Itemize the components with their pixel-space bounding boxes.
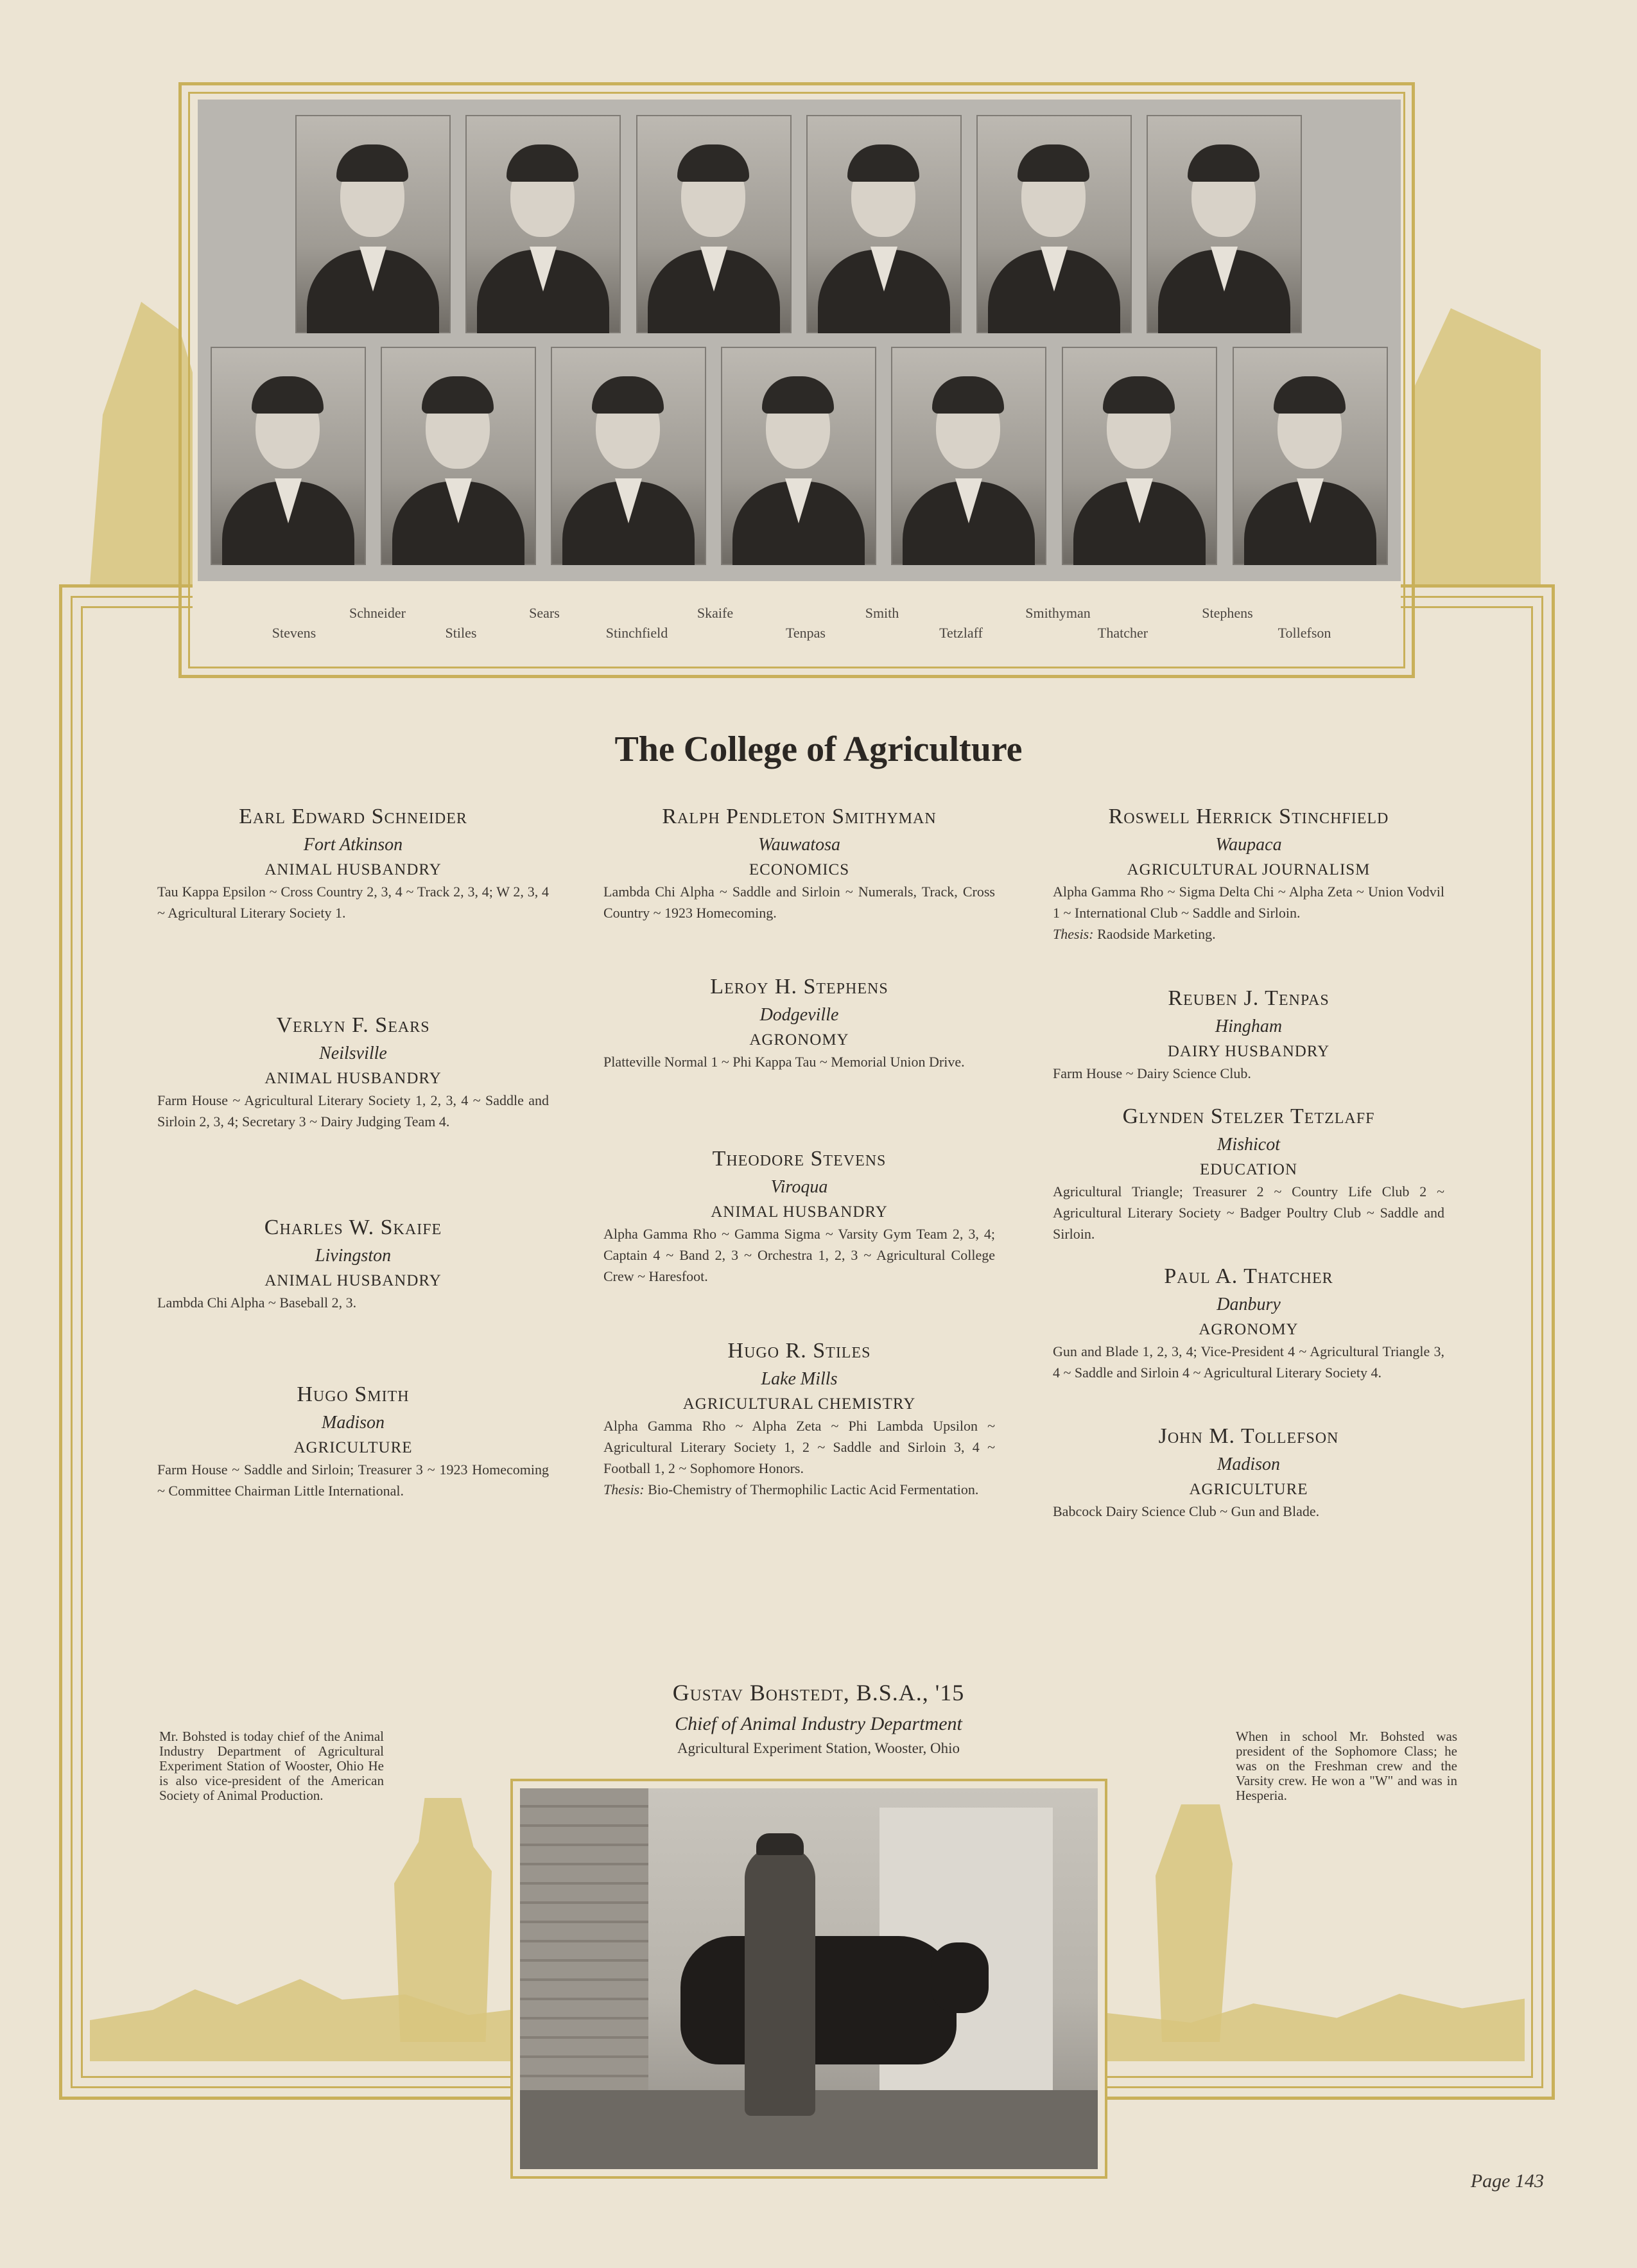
portrait-photo: [891, 347, 1046, 565]
student-activities: Alpha Gamma Rho ~ Sigma Delta Chi ~ Alpha Zeta ~ Union Vodvil 1 ~ International Club ~ Saddle and Sirloin.: [1053, 884, 1444, 921]
student-activities: Alpha Gamma Rho ~ Gamma Sigma ~ Varsity Gym Team 2, 3, 4; Captain 4 ~ Band 2, 3 ~ Orchestra 1, 2, 3 ~ Agricultural College Crew ~ Haresfoot.: [603, 1226, 995, 1284]
student-name: Reuben J. Tenpas: [1168, 986, 1330, 1010]
portrait-caption: Schneider: [349, 605, 406, 621]
portrait-caption: Smith: [865, 605, 899, 621]
student-entry: [157, 1381, 549, 1501]
student-activities: Farm House ~ Agricultural Literary Society 1, 2, 3, 4 ~ Saddle and Sirloin 2, 3, 4; Secretary 3 ~ Dairy Judging Team 4.: [157, 1092, 549, 1130]
student-entry: [1053, 803, 1444, 945]
student-entry: [157, 1214, 549, 1313]
student-hometown: Neilsville: [319, 1043, 387, 1063]
portrait-photo: [465, 115, 621, 333]
student-activities: Tau Kappa Epsilon ~ Cross Country 2, 3, 4 ~ Track 2, 3, 4; W 2, 3, 4 ~ Agricultural Literary Society 1.: [157, 884, 549, 921]
student-activities: Lambda Chi Alpha ~ Baseball 2, 3.: [157, 1295, 357, 1311]
student-hometown: Wauwatosa: [758, 835, 841, 855]
portrait-photo: [976, 115, 1132, 333]
portrait-caption: Stinchfield: [605, 625, 668, 641]
student-entry: [157, 1011, 549, 1132]
student-activities: Gun and Blade 1, 2, 3, 4; Vice-President 4 ~ Agricultural Triangle 3, 4 ~ Saddle and Sirloin 4 ~ Agricultural Literary Society 4.: [1053, 1343, 1444, 1381]
student-hometown: Waupaca: [1215, 835, 1282, 855]
student-entry: [157, 803, 549, 923]
student-hometown: Danbury: [1217, 1295, 1281, 1314]
student-hometown: Madison: [322, 1413, 385, 1433]
feature-right-note: When in school Mr. Bohsted was president of the Sophomore Class; he was on the Freshman crew and the Varsity crew. He won a "W" and was in Hesperia.: [1236, 1729, 1457, 1803]
student-activities: Platteville Normal 1 ~ Phi Kappa Tau ~ Memorial Union Drive.: [603, 1054, 965, 1070]
student-major: EDUCATION: [1199, 1161, 1298, 1178]
student-entry: [603, 803, 995, 923]
student-hometown: Mishicot: [1217, 1135, 1280, 1155]
portrait-photo: [211, 347, 366, 565]
portrait-caption: Stevens: [272, 625, 316, 641]
right-building-illustration: [1412, 308, 1541, 584]
student-hometown: Dodgeville: [759, 1005, 839, 1025]
student-entry: [1053, 1422, 1444, 1522]
student-activities: Lambda Chi Alpha ~ Saddle and Sirloin ~ Numerals, Track, Cross Country ~ 1923 Homecoming.: [603, 884, 995, 921]
portrait-caption: Sears: [529, 605, 560, 621]
student-name: Ralph Pendleton Smithyman: [662, 805, 937, 828]
student-name: Roswell Herrick Stinchfield: [1108, 805, 1389, 828]
portrait-caption: Skaife: [697, 605, 734, 621]
portrait-photo: [721, 347, 876, 565]
student-hometown: Hingham: [1215, 1016, 1283, 1036]
student-major: ANIMAL HUSBANDRY: [711, 1203, 888, 1221]
student-major: ANIMAL HUSBANDRY: [264, 1070, 442, 1087]
student-name: Hugo Smith: [297, 1383, 410, 1406]
student-activities: Babcock Dairy Science Club ~ Gun and Blade.: [1053, 1503, 1320, 1519]
student-name: Earl Edward Schneider: [239, 805, 467, 828]
portrait-caption: Tollefson: [1278, 625, 1331, 641]
student-major: AGRICULTURAL CHEMISTRY: [682, 1395, 916, 1413]
student-activities: Alpha Gamma Rho ~ Alpha Zeta ~ Phi Lambda Upsilon ~ Agricultural Literary Society 1, 2 ~ Saddle and Sirloin 3, 4 ~ Football 1, 2 ~ Sophomore Honors.: [603, 1418, 995, 1476]
student-major: ANIMAL HUSBANDRY: [264, 1272, 442, 1289]
student-activities: Farm House ~ Saddle and Sirloin; Treasurer 3 ~ 1923 Homecoming ~ Committee Chairman Little International.: [157, 1461, 549, 1499]
portrait-caption: Stiles: [445, 625, 477, 641]
student-entry: [1053, 984, 1444, 1084]
portrait-photo: [551, 347, 706, 565]
student-major: AGRONOMY: [749, 1031, 849, 1049]
portrait-caption: Tenpas: [786, 625, 826, 641]
student-major: AGRICULTURE: [293, 1439, 413, 1456]
thesis-title: Raodside Marketing.: [1097, 926, 1216, 942]
student-name: Hugo R. Stiles: [727, 1339, 871, 1363]
student-major: ANIMAL HUSBANDRY: [264, 861, 442, 878]
portrait-caption: Tetzlaff: [939, 625, 983, 641]
student-name: John M. Tollefson: [1158, 1424, 1339, 1448]
thesis-label: Thesis:: [1053, 926, 1094, 942]
student-thesis: [1053, 923, 1444, 945]
portrait-photo: [636, 115, 792, 333]
student-hometown: Lake Mills: [761, 1369, 838, 1389]
student-entry: [1053, 1103, 1444, 1244]
student-hometown: Madison: [1217, 1454, 1280, 1474]
student-name: Glynden Stelzer Tetzlaff: [1122, 1104, 1375, 1128]
student-major: AGRICULTURE: [1189, 1481, 1308, 1498]
student-name: Paul A. Thatcher: [1164, 1264, 1333, 1288]
student-entry: [603, 1337, 995, 1500]
thesis-title: Bio-Chemistry of Thermophilic Lactic Acid Fermentation.: [648, 1481, 979, 1497]
thesis-label: Thesis:: [603, 1481, 645, 1497]
portrait-caption: Stephens: [1202, 605, 1253, 621]
feature-title: Chief of Animal Industry Department: [675, 1713, 962, 1734]
student-major: AGRICULTURAL JOURNALISM: [1127, 861, 1371, 878]
student-name: Theodore Stevens: [712, 1147, 887, 1171]
portrait-photo: [295, 115, 451, 333]
student-name: Verlyn F. Sears: [276, 1013, 430, 1037]
student-major: DAIRY HUSBANDRY: [1167, 1043, 1330, 1060]
portrait-photo: [1233, 347, 1388, 565]
feature-affiliation: Agricultural Experiment Station, Wooster, Ohio: [677, 1740, 960, 1756]
student-entry: [603, 1145, 995, 1287]
student-major: ECONOMICS: [749, 861, 850, 878]
student-activities: Farm House ~ Dairy Science Club.: [1053, 1065, 1251, 1081]
portrait-panel: [198, 100, 1401, 581]
student-major: AGRONOMY: [1199, 1321, 1299, 1338]
student-name: Leroy H. Stephens: [710, 975, 888, 999]
student-hometown: Fort Atkinson: [303, 835, 403, 855]
portrait-caption: Thatcher: [1097, 625, 1148, 641]
portrait-photo: [806, 115, 962, 333]
portrait-photo: [1147, 115, 1302, 333]
student-thesis: [603, 1479, 995, 1500]
portrait-photo: [381, 347, 536, 565]
student-activities: Agricultural Triangle; Treasurer 2 ~ Country Life Club 2 ~ Agricultural Literary Society ~ Badger Poultry Club ~ Saddle and Sirloin.: [1053, 1183, 1444, 1242]
feature-photo: [520, 1788, 1098, 2169]
student-entry: [1053, 1262, 1444, 1383]
student-hometown: Livingston: [315, 1246, 392, 1266]
page-title: The College of Agriculture: [614, 729, 1023, 769]
feature-left-note: Mr. Bohsted is today chief of the Animal Industry Department of Agricultural Experiment Station of Wooster, Ohio He is also vice-president of the American Society of Animal Production.: [159, 1729, 384, 1803]
feature-name: Gustav Bohstedt, B.S.A., '15: [672, 1680, 965, 1705]
student-entry: [603, 973, 995, 1072]
student-name: Charles W. Skaife: [264, 1216, 442, 1239]
portrait-photo: [1062, 347, 1217, 565]
student-hometown: Viroqua: [770, 1177, 828, 1197]
page-number: Page 143: [1470, 2170, 1544, 2192]
portrait-caption: Smithyman: [1025, 605, 1091, 621]
